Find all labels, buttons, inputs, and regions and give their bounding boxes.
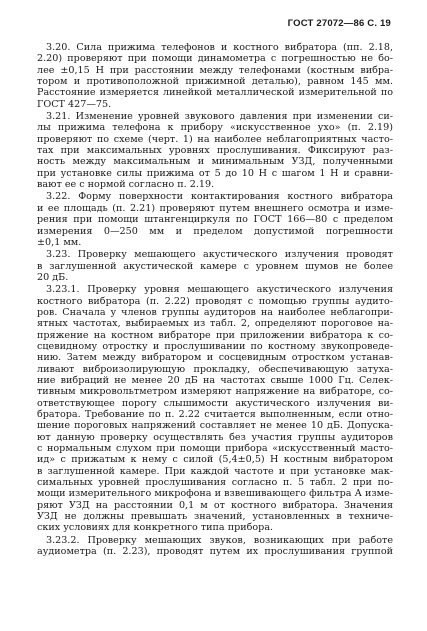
- text-line: ских условиях для конкретного типа прибора.: [37, 522, 274, 534]
- text-line: вают ее с нормой согласно п. 2.19.: [37, 179, 215, 191]
- paragraph: [37, 284, 393, 534]
- text-line: ятных частотах, выбираемых из табл. 2, определяют пороговое на-: [37, 318, 393, 330]
- text-line: пряжение на костном вибраторе при приложении вибратора к со-: [37, 329, 393, 341]
- text-line: в заглушенной камере. При каждой частоте и при установке мак-: [37, 465, 393, 477]
- paragraph: [37, 111, 393, 190]
- text-line: 3.23.1. Проверку уровня мешающего акустического излучения: [46, 284, 393, 296]
- text-line: ответствующее порогу слышимости акустического излучения ви-: [37, 397, 393, 409]
- text-line: симальных уровней прослушивания согласно п. 5 табл. 2 при по-: [37, 477, 393, 489]
- text-line: рения при помощи штангенциркуля по ГОСТ 166—80 с пределом: [37, 214, 393, 226]
- text-line: костного вибратора (п. 2.22) проводят с помощью группы аудито-: [37, 295, 393, 307]
- text-line: Расстояние измеряется линейкой металлической измерительной по: [37, 87, 393, 99]
- text-line: братора. Требование по п. 2.22 считается выполненным, если отно-: [37, 409, 393, 420]
- text-line: аудиометра (п. 2.23), проводят путем их прослушивания группой: [37, 546, 393, 558]
- running-header: ГОСТ 27072—86 С. 19: [287, 18, 391, 29]
- text-line: УЗД не должны превышать значений, установленных в техниче-: [37, 511, 393, 523]
- text-line: проверяют по схеме (черт. 1) на наиболее неблагоприятных часто-: [37, 133, 393, 145]
- text-line: с нормальным слухом при помощи прибора «искусственный масто-: [37, 443, 393, 455]
- text-line: тором и противоположной прижимной деталью), равном 145 мм.: [37, 76, 393, 88]
- text-line: лы прижима телефона к прибору «искусственное ухо» (п. 2.19): [37, 122, 393, 134]
- text-line: шение пороговых напряжений составляет не менее 10 дБ. Допуска-: [37, 420, 393, 432]
- text-line: 3.21. Изменение уровней звукового давления при изменении си-: [46, 111, 393, 123]
- text-line: в заглушенной акустической камере с уровнем шумов не более: [37, 260, 393, 272]
- text-line: при установке силы прижима от 5 до 10 Н с шагом 1 Н и сравни-: [37, 167, 393, 179]
- text-line: измерения 0—250 мм и пределом допустимой погрешности: [37, 225, 393, 237]
- paragraph: [37, 249, 393, 283]
- text-line: 3.20. Сила прижима телефонов и костного вибратора (пп. 2.18,: [46, 42, 393, 53]
- text-line: 3.23. Проверку мешающего акустического излучения проводят: [46, 249, 393, 261]
- text-line: мощи измерительного микрофона и взвешивающего фильтра А изме-: [37, 488, 393, 500]
- text-line: ность между максимальным и минимальным УЗД, полученными: [37, 156, 393, 168]
- text-line: 3.22. Форму поверхности контактирования костного вибратора: [46, 191, 393, 203]
- text-line: 20 дБ.: [37, 271, 69, 283]
- text-line: тах при максимальных уровнях прослушивания. Фиксируют раз-: [37, 145, 393, 157]
- paragraph: [37, 535, 393, 558]
- text-line: ют данную проверку осуществлять без участия группы аудиторов: [37, 431, 393, 443]
- text-line: тивным микровольтметром измеряют напряжение на вибраторе, со-: [37, 386, 393, 398]
- text-line: ряют УЗД на расстоянии 0,1 м от костного вибратора. Значения: [37, 499, 393, 511]
- text-line: ±0,1 мм.: [37, 236, 82, 248]
- document-body: [37, 42, 393, 557]
- text-line: ние вибраций не менее 20 дБ на частотах свыше 1000 Гц. Селек-: [37, 374, 393, 386]
- text-line: сцевидному отростку и прослушивании по костному звукопроведе-: [37, 340, 393, 352]
- text-line: ид» с прижатым к нему с силой (5,4±0,5) Н костным вибратором: [37, 454, 393, 466]
- text-line: 3.23.2. Проверку мешающих звуков, возникающих при работе: [46, 534, 393, 546]
- text-line: ров. Сначала у членов группы аудиторов на наиболее неблагопри-: [37, 306, 393, 318]
- text-line: ливают виброизолирующую прокладку, обеспечивающую затуха-: [37, 363, 393, 375]
- text-line: и ее площадь (п. 2.21) проверяют путем внешнего осмотра и изме-: [37, 202, 393, 214]
- paragraph: [37, 42, 393, 110]
- text-line: лее ±0,15 Н при расстоянии между телефонами (костным вибра-: [37, 64, 393, 76]
- text-line: 2.20) проверяют при помощи динамометра с погрешностью не бо-: [37, 53, 393, 65]
- text-line: нию. Затем между вибратором и сосцевидным отростком устанав-: [37, 352, 393, 364]
- text-line: ГОСТ 427—75.: [37, 98, 112, 110]
- paragraph: [37, 191, 393, 248]
